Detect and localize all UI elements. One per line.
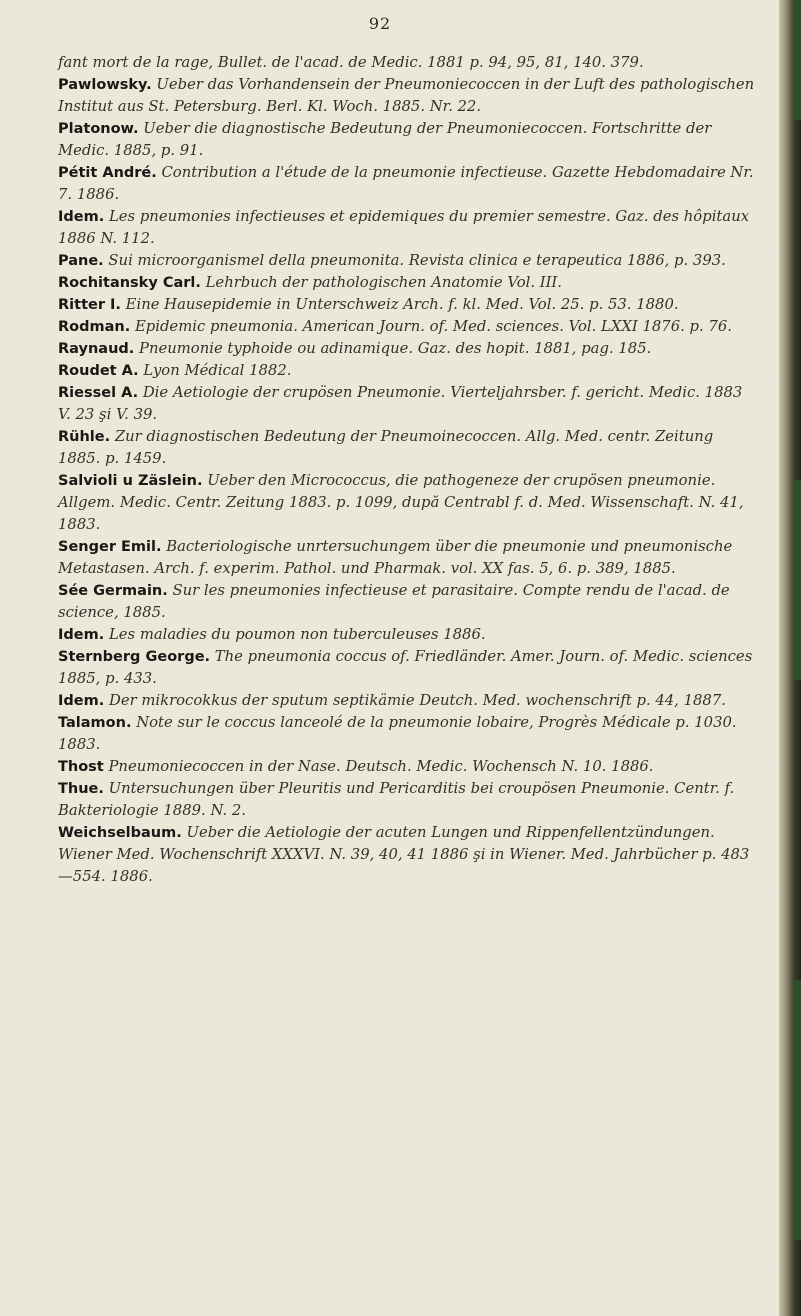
reference-author: Weichselbaum. — [58, 825, 182, 841]
reference-entry — [58, 426, 758, 470]
reference-author: Talamon. — [58, 715, 132, 731]
reference-list — [58, 52, 758, 888]
reference-author: Roudet A. — [58, 363, 139, 379]
reference-entry — [58, 382, 758, 426]
binding-strip — [793, 480, 801, 680]
reference-author: Rodman. — [58, 319, 131, 335]
reference-citation: Ueber die Aetiologie der acuten Lungen und Rippenfellentzündungen. Wiener Med. Wochenschrift XXXVI. N. 39, 40, 41 1886 şi in Wiener. Med. Jahrbücher p. 483—554. 1886. — [58, 824, 750, 885]
reference-citation: Pneumoniecoccen in der Nase. Deutsch. Medic. Wochensch N. 10. 1886. — [108, 758, 654, 775]
reference-entry — [58, 690, 758, 712]
reference-citation: Sur les pneumonies infectieuse et parasitaire. Compte rendu de l'acad. de science, 1885. — [58, 582, 730, 621]
reference-citation: Untersuchungen über Pleuritis und Pericarditis bei croupösen Pneumonie. Centr. f. Bakteriologie 1889. N. 2. — [58, 780, 735, 819]
reference-citation: Sui microorganismel della pneumonita. Revista clinica e terapeutica 1886, p. 393. — [108, 252, 726, 269]
reference-entry — [58, 470, 758, 536]
reference-entry — [58, 712, 758, 756]
reference-author: Riessel A. — [58, 385, 139, 401]
reference-author: Raynaud. — [58, 341, 135, 357]
reference-entry — [58, 536, 758, 580]
reference-citation: fant mort de la rage, Bullet. de l'acad. de Medic. 1881 p. 94, 95, 81, 140. 379. — [58, 54, 644, 71]
reference-citation: Note sur le coccus lanceolé de la pneumonie lobaire, Progrès Médicale p. 1030. 1883. — [58, 714, 737, 753]
reference-entry — [58, 162, 758, 206]
reference-author: Idem. — [58, 209, 105, 225]
page-number: 92 — [368, 14, 392, 33]
reference-citation: Eine Hausepidemie in Unterschweiz Arch. f. kl. Med. Vol. 25. p. 53. 1880. — [125, 296, 679, 313]
binding-strip — [793, 980, 801, 1240]
reference-citation: Pneumonie typhoide ou adinamique. Gaz. des hopit. 1881, pag. 185. — [139, 340, 652, 357]
reference-entry — [58, 624, 758, 646]
reference-citation: Lyon Médical 1882. — [143, 362, 292, 379]
reference-author: Sternberg George. — [58, 649, 211, 665]
reference-citation: Les maladies du poumon non tuberculeuses 1886. — [108, 626, 486, 643]
reference-entry — [58, 778, 758, 822]
reference-author: Platonow. — [58, 121, 139, 137]
binding-strip — [793, 0, 801, 120]
reference-author: Rühle. — [58, 429, 111, 445]
reference-author: Ritter I. — [58, 297, 121, 313]
reference-author: Thost — [58, 759, 104, 775]
reference-citation: Die Aetiologie der crupösen Pneumonie. Vierteljahrsber. f. gericht. Medic. 1883 V. 23 şi V. 39. — [58, 384, 743, 423]
reference-entry — [58, 250, 758, 272]
reference-entry — [58, 316, 758, 338]
reference-entry — [58, 580, 758, 624]
reference-author: Senger Emil. — [58, 539, 162, 555]
reference-entry — [58, 206, 758, 250]
reference-citation: Ueber die diagnostische Bedeutung der Pneumoniecoccen. Fortschritte der Medic. 1885, p. 91. — [58, 120, 712, 159]
reference-entry — [58, 272, 758, 294]
reference-author: Idem. — [58, 693, 105, 709]
reference-entry — [58, 756, 758, 778]
reference-entry — [58, 52, 758, 74]
reference-author: Thue. — [58, 781, 104, 797]
reference-entry — [58, 338, 758, 360]
reference-author: Pétit André. — [58, 165, 157, 181]
reference-entry — [58, 360, 758, 382]
reference-citation: Les pneumonies infectieuses et epidemiques du premier semestre. Gaz. des hôpitaux 1886 N. 112. — [58, 208, 750, 247]
reference-entry — [58, 646, 758, 690]
reference-citation: Lehrbuch der pathologischen Anatomie Vol. III. — [205, 274, 562, 291]
page-edge-binding — [779, 0, 801, 1316]
reference-citation: Bacteriologische unrtersuchungem über die pneumonie und pneumonische Metastasen. Arch. f. experim. Pathol. und Pharmak. vol. XX fas. 5, 6. p. 389, 1885. — [58, 538, 733, 577]
reference-entry — [58, 822, 758, 888]
reference-citation: Ueber den Micrococcus, die pathogeneze der crupösen pneumonie. Allgem. Medic. Centr. Zeitung 1883. p. 1099, după Centrabl f. d. Med. Wissenschaft. N. 41, 1883. — [58, 472, 744, 533]
reference-citation: Ueber das Vorhandensein der Pneumoniecoccen in der Luft des pathologischen Institut aus St. Petersburg. Berl. Kl. Woch. 1885. Nr. 22. — [58, 76, 755, 115]
reference-citation: Der mikrocokkus der sputum septikämie Deutch. Med. wochenschrift p. 44, 1887. — [108, 692, 726, 709]
reference-author: Rochitansky Carl. — [58, 275, 201, 291]
reference-entry — [58, 118, 758, 162]
reference-citation: Epidemic pneumonia. American Journ. of. Med. sciences. Vol. LXXI 1876. p. 76. — [134, 318, 732, 335]
reference-citation: The pneumonia coccus of. Friedländer. Amer. Journ. of. Medic. sciences 1885, p. 433. — [58, 648, 753, 687]
reference-citation: Contribution a l'étude de la pneumonie infectieuse. Gazette Hebdomadaire Nr. 7. 1886. — [58, 164, 754, 203]
reference-entry — [58, 74, 758, 118]
reference-entry — [58, 294, 758, 316]
reference-author: Sée Germain. — [58, 583, 168, 599]
reference-author: Idem. — [58, 627, 105, 643]
reference-citation: Zur diagnostischen Bedeutung der Pneumoinecoccen. Allg. Med. centr. Zeitung 1885. p. 1459. — [58, 428, 714, 467]
reference-author: Pane. — [58, 253, 104, 269]
reference-author: Salvioli u Zäslein. — [58, 473, 203, 489]
reference-author: Pawlowsky. — [58, 77, 152, 93]
